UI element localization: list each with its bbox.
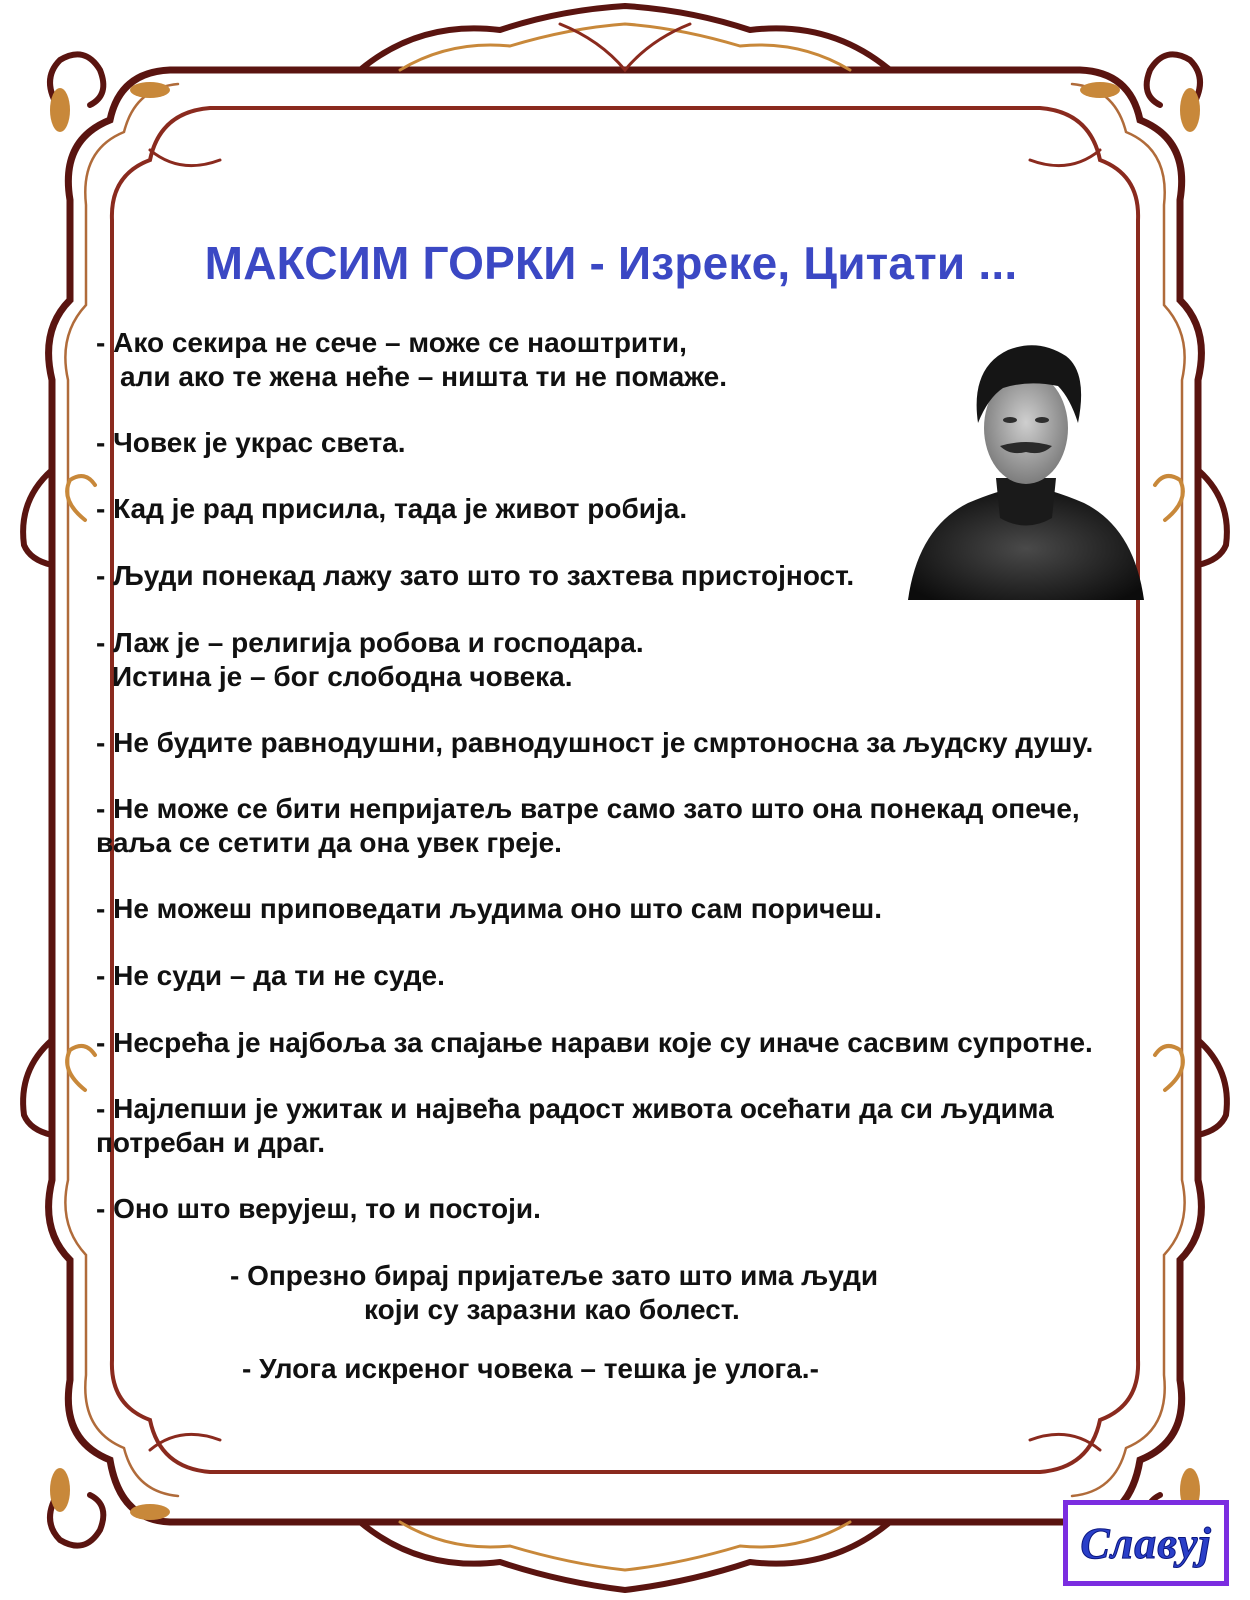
quote-line: - Човек је украс света. <box>96 427 406 458</box>
quote-3 <box>96 492 687 526</box>
quote-line: - Не може се бити непријатељ ватре само зато што она понекад опече, <box>96 793 1080 824</box>
quote-line: потребан и драг. <box>96 1127 325 1158</box>
quote-line: али ако те жена неће – ништа ти не помаже. <box>120 361 728 392</box>
portrait-image <box>908 328 1144 600</box>
quote-line: - Оно што верујеш, то и постоји. <box>96 1193 541 1224</box>
quote-2 <box>96 426 406 460</box>
quote-line: - Кад је рад присила, тада је живот робија. <box>96 493 688 524</box>
quote-line: Истина је – бог слободна човека. <box>112 661 573 692</box>
quote-line: - Не будите равнодушни, равнодушност је смртоносна за људску душу. <box>96 727 1094 758</box>
quote-line: - Људи понекад лажу зато што то захтева пристојност. <box>96 560 855 591</box>
quote-line: који су заразни као болест. <box>364 1294 740 1325</box>
quote-14 <box>242 1352 819 1386</box>
quote-6 <box>96 726 1093 760</box>
quote-5 <box>96 626 644 694</box>
quote-line: - Не можеш приповедати људима оно што сам поричеш. <box>96 893 883 924</box>
quote-line: ваља се сетити да она увек греје. <box>96 827 562 858</box>
quote-7 <box>96 792 1080 860</box>
quote-11 <box>96 1092 1054 1160</box>
quote-line: - Лаж је – религија робова и господара. <box>96 627 644 658</box>
signature-text: Славуј <box>1080 1518 1212 1568</box>
quote-line: - Најлепши је ужитак и највећа радост живота осећати да си људима <box>96 1093 1054 1124</box>
quote-1 <box>96 326 727 394</box>
quote-10 <box>96 1026 1093 1060</box>
quote-line: - Ако секира не сече – може се наоштрити, <box>96 327 687 358</box>
quote-line: - Несрећа је најбоља за спајање нарави које су иначе сасвим супротне. <box>96 1027 1093 1058</box>
quote-8 <box>96 892 882 926</box>
quote-line: - Не суди – да ти не суде. <box>96 960 445 991</box>
quote-12 <box>96 1192 541 1226</box>
quote-13 <box>230 1259 890 1327</box>
quote-9 <box>96 959 445 993</box>
quote-line: - Опрезно бирај пријатеље зато што има људи <box>230 1260 879 1291</box>
signature-badge <box>1063 1500 1229 1586</box>
quote-line: - Улога искреног човека – тешка је улога.- <box>242 1353 819 1384</box>
quote-4 <box>96 559 854 593</box>
page-title: МАКСИМ ГОРКИ - Изреке, Цитати ... <box>204 237 1018 289</box>
